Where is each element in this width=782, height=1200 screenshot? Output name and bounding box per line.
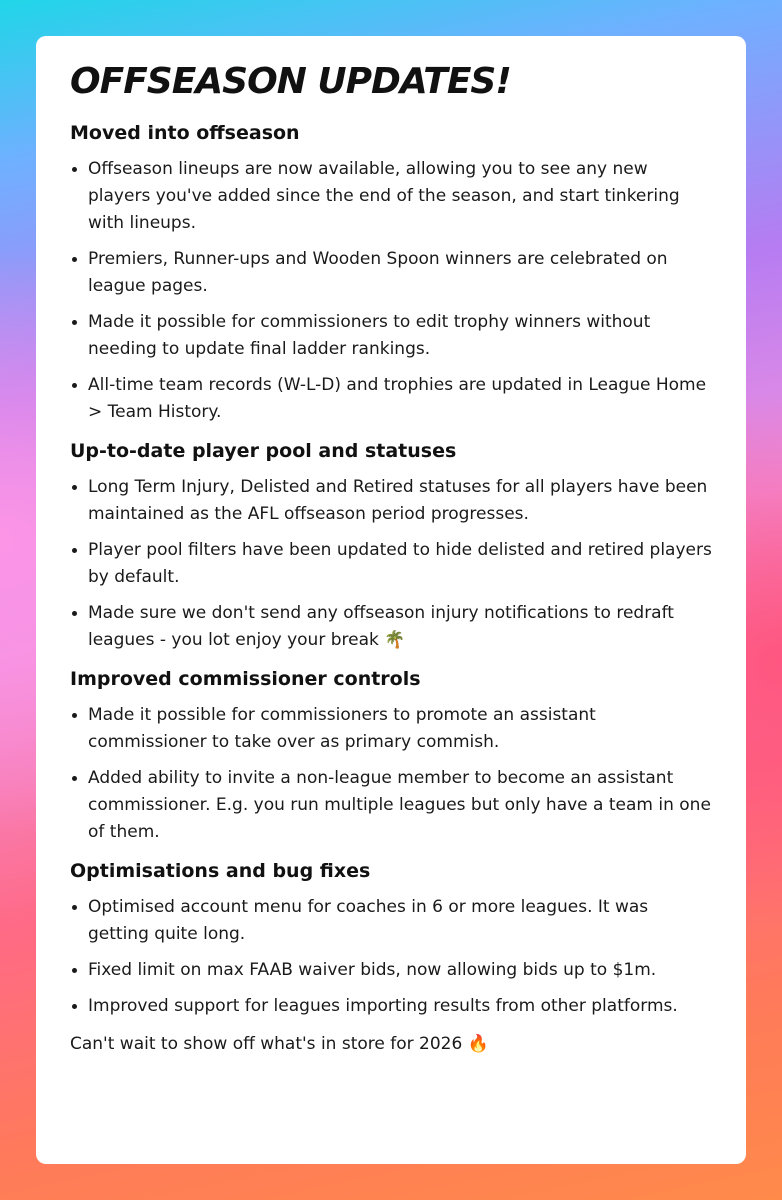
bullet-list [70,156,712,426]
list-item: Offseason lineups are now available, allowing you to see any new players you've added since the end of the season, and start tinkering with lineups. [70,156,712,237]
list-item: Optimised account menu for coaches in 6 or more leagues. It was getting quite long. [70,894,712,948]
list-item: Improved support for leagues importing results from other platforms. [70,993,712,1020]
section-bug-fixes [70,857,712,1020]
list-item: Player pool filters have been updated to hide delisted and retired players by default. [70,537,712,591]
list-item: Made sure we don't send any offseason injury notifications to redraft leagues - you lot enjoy your break 🌴 [70,600,712,654]
list-item: All-time team records (W-L-D) and trophies are updated in League Home > Team History. [70,372,712,426]
list-item: Made it possible for commissioners to promote an assistant commissioner to take over as primary commish. [70,702,712,756]
list-item: Premiers, Runner-ups and Wooden Spoon winners are celebrated on league pages. [70,246,712,300]
bullet-list [70,894,712,1020]
section-player-pool [70,437,712,654]
list-item: Made it possible for commissioners to edit trophy winners without needing to update final ladder rankings. [70,309,712,363]
section-offseason [70,119,712,426]
section-heading: Moved into offseason [70,122,300,144]
list-item: Long Term Injury, Delisted and Retired statuses for all players have been maintained as the AFL offseason period progresses. [70,474,712,528]
section-heading: Optimisations and bug fixes [70,860,371,882]
section-heading: Improved commissioner controls [70,668,421,690]
bullet-list [70,702,712,846]
updates-card [36,36,746,1164]
footer-text: Can't wait to show off what's in store for 2026 🔥 [70,1034,489,1054]
section-commissioner [70,665,712,846]
bullet-list [70,474,712,654]
list-item: Fixed limit on max FAAB waiver bids, now allowing bids up to $1m. [70,957,712,984]
section-heading: Up-to-date player pool and statuses [70,440,457,462]
list-item: Added ability to invite a non-league member to become an assistant commissioner. E.g. you run multiple leagues but only have a team in one of them. [70,765,712,846]
page-title: OFFSEASON UPDATES! [70,61,511,102]
